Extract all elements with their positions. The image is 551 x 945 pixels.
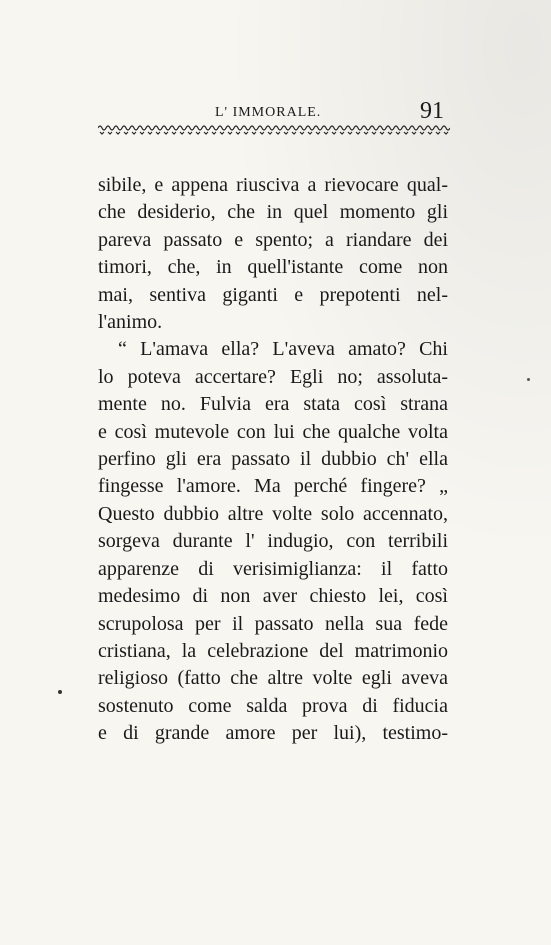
text-line: timori, che, in quell'istante come non xyxy=(98,256,448,279)
text-line: lo poteva accertare? Egli no; assoluta- xyxy=(98,365,448,388)
text-line: l'animo. xyxy=(98,311,163,334)
text-line: sibile, e appena riusciva a rievocare qual- xyxy=(98,174,448,196)
text-line: medesimo di non aver chiesto lei, così xyxy=(98,585,448,608)
text-line: sostenuto come salda prova di fiducia xyxy=(98,694,448,717)
text-line: “ L'amava ella? L'aveva amato? Chi xyxy=(118,338,448,361)
ink-speck xyxy=(527,378,530,381)
ink-speck xyxy=(58,690,62,694)
text-line: perfino gli era passato il dubbio ch' ella xyxy=(98,448,448,471)
text-line: e così mutevole con lui che qualche volta xyxy=(98,420,448,443)
text-line: Questo dubbio altre volte solo accennato, xyxy=(98,502,448,525)
body-text xyxy=(98,172,448,748)
text-line: mente no. Fulvia era stata così strana xyxy=(98,393,448,416)
text-line: fingesse l'amore. Ma perché fingere? „ xyxy=(98,475,448,498)
running-title-text: L' IMMORALE. xyxy=(215,105,322,120)
page-number: 91 xyxy=(420,98,444,124)
text-line: sorgeva durante l' indugio, con terribili xyxy=(98,530,448,553)
text-line: che desiderio, che in quel momento gli xyxy=(98,201,448,224)
running-title xyxy=(215,104,321,121)
text-line: apparenze di verisimiglianza: il fatto xyxy=(98,557,448,580)
text-line: religioso (fatto che altre volte egli aveva xyxy=(98,667,448,690)
text-line: cristiana, la celebrazione del matrimonio xyxy=(98,639,448,662)
text-line: mai, sentiva giganti e prepotenti nel- xyxy=(98,283,448,306)
text-line: pareva passato e spento; a riandare dei xyxy=(98,228,448,251)
ornamental-rule-icon xyxy=(98,124,450,136)
text-line: scrupolosa per il passato nella sua fede xyxy=(98,612,448,635)
text-line: e di grande amore per lui), testimo- xyxy=(98,722,448,745)
